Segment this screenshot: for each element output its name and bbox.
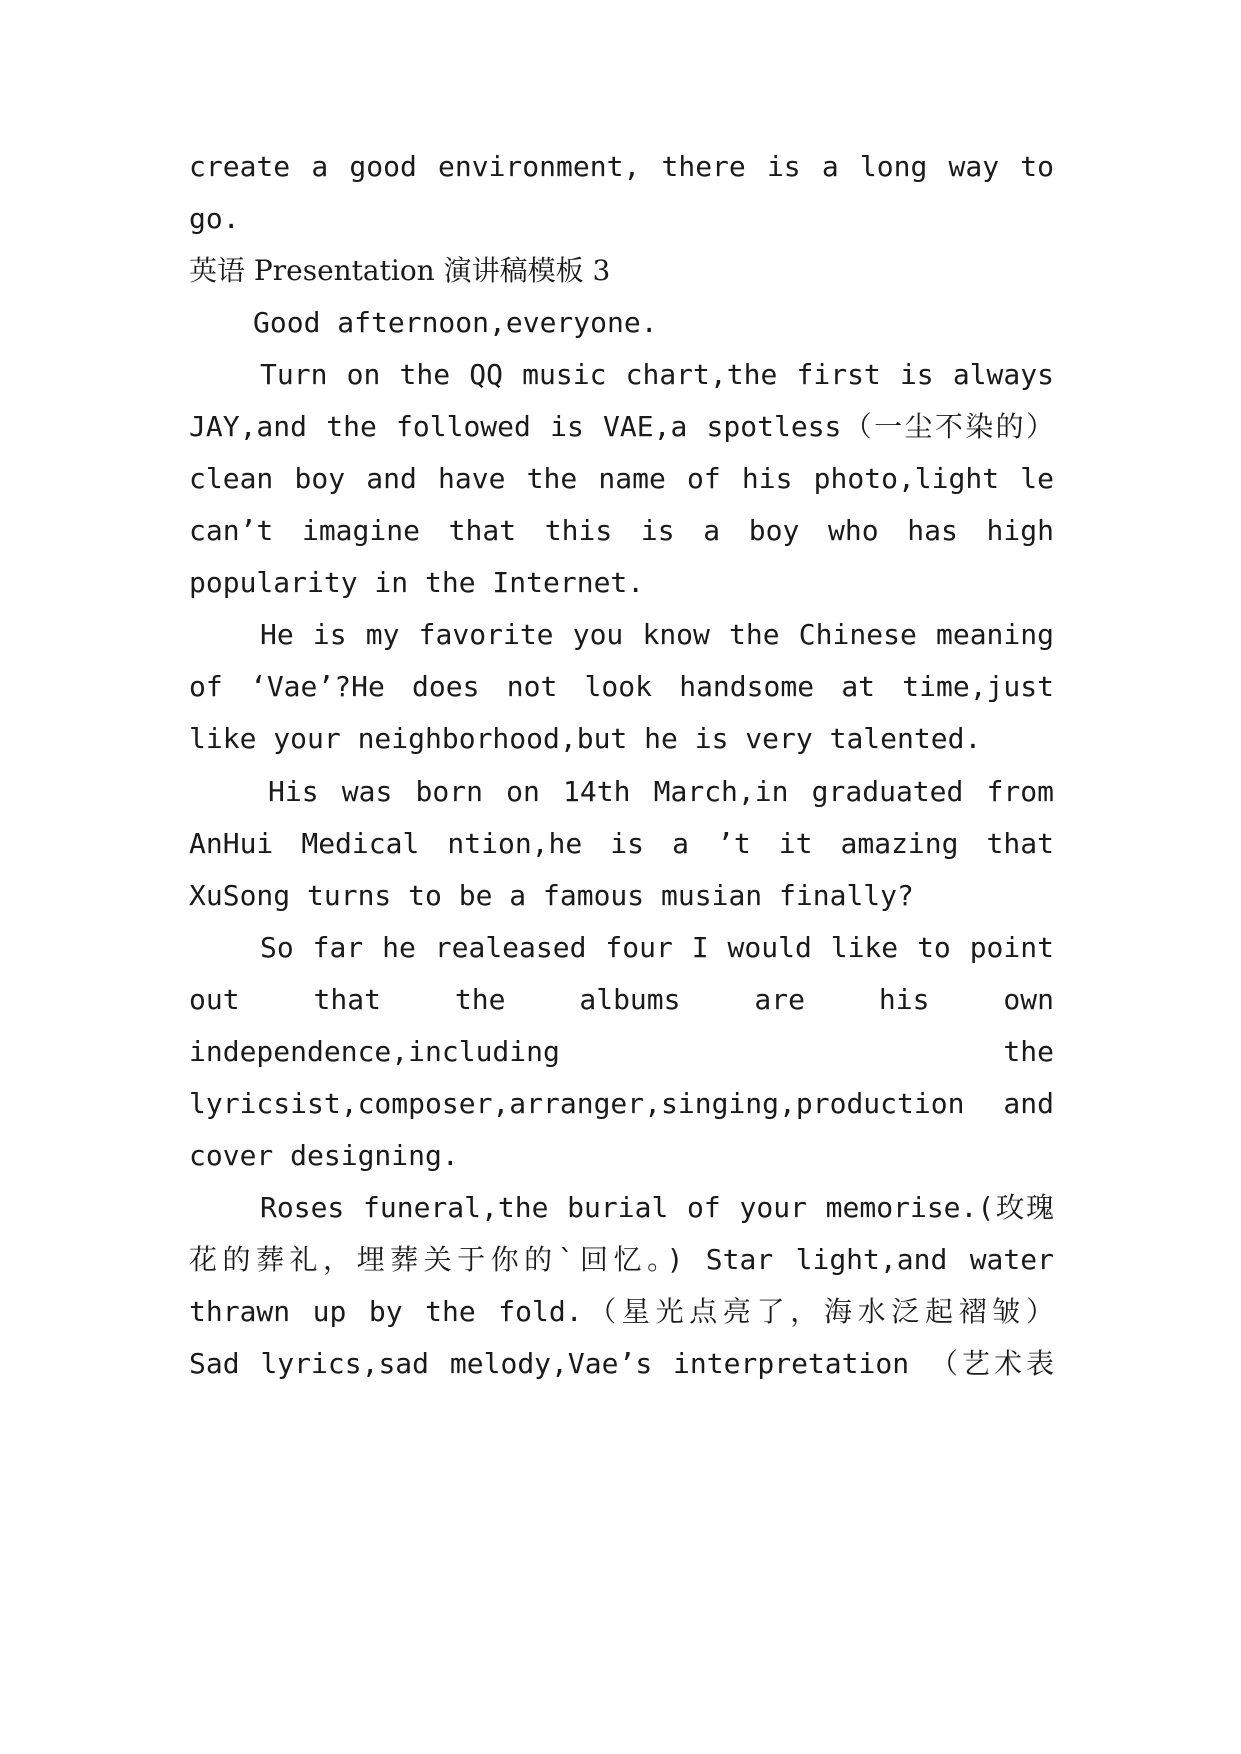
text-line: independence,including the: [189, 1035, 1054, 1068]
text-line: cover designing.: [189, 1139, 459, 1172]
text-line: of ‘Vae’?He does not look handsome at time,just: [189, 670, 1054, 703]
text-line: go.: [189, 202, 240, 235]
section-heading: 英语 Presentation 演讲稿模板 3: [189, 254, 611, 287]
text-line: His was born on 14th March,in graduated from: [268, 775, 1054, 808]
text-line: AnHui Medical ntion,he is a ’t it amazing that: [189, 827, 1054, 860]
text-line: popularity in the Internet.: [189, 566, 645, 599]
text-line: So far he realeased four I would like to point: [260, 931, 1054, 964]
text-line: thrawn up by the fold.（星光点亮了，海水泛起褶皱）: [189, 1295, 1054, 1328]
text-line: 花的葬礼，埋葬关于你的`回忆。) Star light,and water: [189, 1243, 1054, 1276]
text-line: XuSong turns to be a famous musian finally?: [189, 879, 914, 912]
text-line: clean boy and have the name of his photo,light le: [189, 462, 1054, 495]
text-line: lyricsist,composer,arranger,singing,production and: [189, 1087, 1054, 1120]
text-line: JAY,and the followed is VAE,a spotless（一尘不染的）: [189, 410, 1054, 443]
text-line: like your neighborhood,but he is very talented.: [189, 722, 982, 755]
text-line: He is my favorite you know the Chinese meaning: [260, 618, 1054, 651]
text-line: Turn on the QQ music chart,the first is always: [260, 358, 1054, 391]
text-line: create a good environment, there is a long way to: [189, 150, 1054, 183]
text-line: Roses funeral,the burial of your memorise.(玫瑰: [260, 1191, 1054, 1224]
text-line: Sad lyrics,sad melody,Vae’s interpretation （艺术表: [189, 1347, 1054, 1380]
text-line: out that the albums are his own: [189, 983, 1054, 1016]
text-line: Good afternoon,everyone.: [253, 306, 658, 339]
text-line: can’t imagine that this is a boy who has high: [189, 514, 1054, 547]
